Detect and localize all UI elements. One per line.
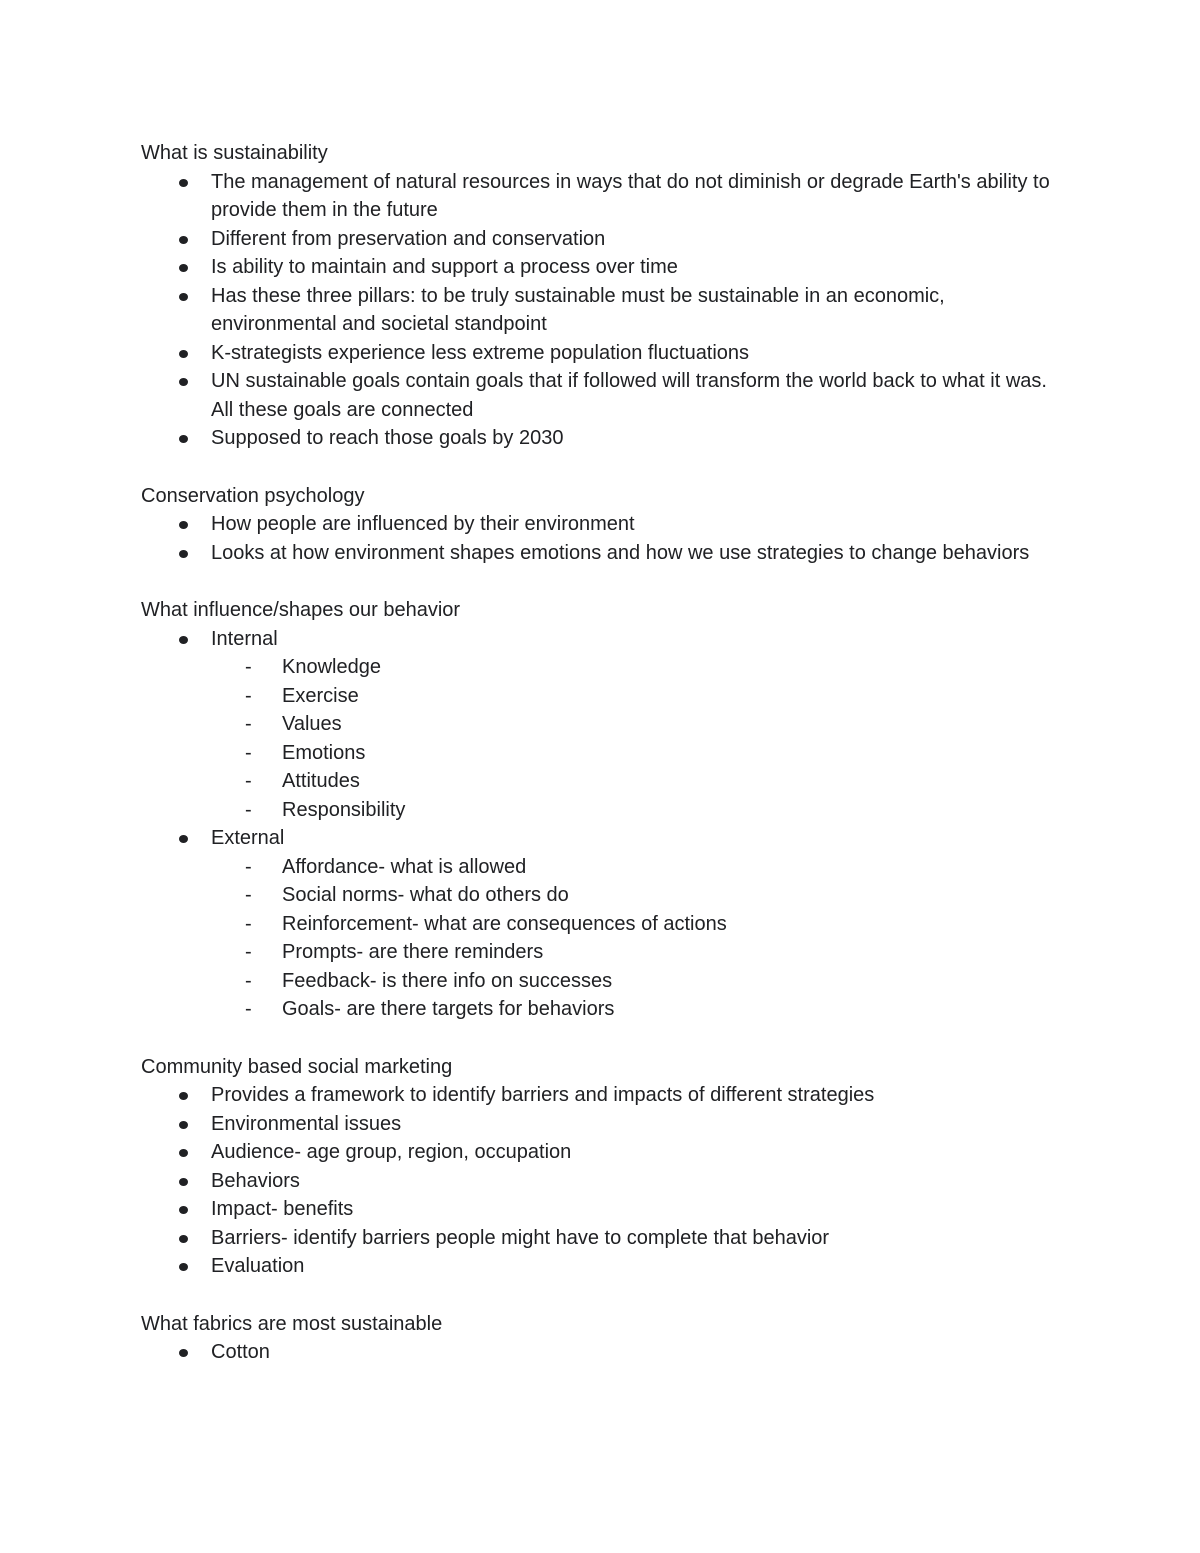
bullet-text: Has these three pillars: to be truly sustainable must be sustainable in an economic, environmental and societal standpoint bbox=[211, 284, 945, 335]
bullet-text: Behaviors bbox=[211, 1169, 300, 1192]
bullet-item bbox=[141, 339, 1061, 368]
sub-item-text: Affordance- what is allowed bbox=[282, 855, 527, 878]
bullet-dot-icon bbox=[179, 521, 188, 529]
bullet-dot-icon bbox=[179, 179, 188, 187]
section-heading: What influence/shapes our behavior bbox=[141, 599, 461, 621]
sub-item-text: Knowledge bbox=[282, 656, 381, 678]
dash-marker: - bbox=[245, 884, 252, 906]
bullet-dot-icon bbox=[179, 550, 188, 558]
bullet-text: Cotton bbox=[211, 1341, 270, 1363]
bullet-dot-icon bbox=[179, 1349, 188, 1357]
bullet-item bbox=[141, 1224, 1061, 1253]
bullet-item bbox=[141, 539, 1061, 568]
section bbox=[141, 1310, 1061, 1367]
bullet-item bbox=[141, 625, 1061, 825]
section bbox=[141, 596, 1061, 1024]
bullet-item bbox=[141, 1252, 1061, 1281]
bullet-dot-icon bbox=[179, 236, 188, 244]
sub-item-text: Emotions bbox=[282, 741, 366, 764]
bullet-item bbox=[141, 424, 1061, 453]
sub-item bbox=[141, 995, 1061, 1024]
bullet-dot-icon bbox=[179, 350, 188, 358]
bullet-text: Impact- benefits bbox=[211, 1198, 354, 1220]
bullet-text: How people are influenced by their environment bbox=[211, 513, 635, 535]
sub-item bbox=[141, 796, 1061, 825]
bullet-dot-icon bbox=[179, 264, 188, 272]
dash-marker: - bbox=[245, 798, 252, 821]
sub-item bbox=[141, 910, 1061, 939]
sub-list bbox=[211, 653, 1061, 824]
bullet-text: UN sustainable goals contain goals that if followed will transform the world back to what it was. All these goals are connected bbox=[211, 370, 1047, 421]
section bbox=[141, 139, 1061, 453]
section bbox=[141, 482, 1061, 568]
bullet-dot-icon bbox=[179, 293, 188, 301]
dash-marker: - bbox=[245, 855, 252, 878]
dash-marker: - bbox=[245, 741, 252, 764]
bullet-text: Audience- age group, region, occupation bbox=[211, 1141, 572, 1163]
bullet-dot-icon bbox=[179, 1235, 188, 1243]
sub-item-text: Prompts- are there reminders bbox=[282, 941, 544, 963]
dash-marker: - bbox=[245, 713, 252, 735]
bullet-text: Is ability to maintain and support a process over time bbox=[211, 256, 678, 278]
bullet-item bbox=[141, 824, 1061, 1024]
bullet-item bbox=[141, 225, 1061, 254]
bullet-item bbox=[141, 1110, 1061, 1139]
sub-item-text: Feedback- is there info on successes bbox=[282, 969, 613, 992]
dash-marker: - bbox=[245, 998, 252, 1020]
dash-marker: - bbox=[245, 684, 252, 707]
bullet-list bbox=[141, 625, 1061, 1024]
sub-item bbox=[141, 881, 1061, 910]
bullet-item bbox=[141, 1338, 1061, 1367]
bullet-dot-icon bbox=[179, 1149, 188, 1157]
section-heading: Conservation psychology bbox=[141, 484, 365, 507]
bullet-text: Environmental issues bbox=[211, 1112, 402, 1135]
bullet-text: Looks at how environment shapes emotions and how we use strategies to change behaviors bbox=[211, 541, 1030, 564]
sub-item-text: Exercise bbox=[282, 684, 359, 707]
bullet-text: Supposed to reach those goals by 2030 bbox=[211, 427, 564, 449]
bullet-text: Different from preservation and conservation bbox=[211, 227, 606, 250]
dash-marker: - bbox=[245, 941, 252, 963]
sub-item bbox=[141, 739, 1061, 768]
section-heading: Community based social marketing bbox=[141, 1055, 453, 1078]
bullet-text: Evaluation bbox=[211, 1255, 305, 1277]
sub-item bbox=[141, 710, 1061, 739]
sub-item bbox=[141, 853, 1061, 882]
document-page bbox=[141, 139, 1061, 1396]
sub-item-text: Values bbox=[282, 713, 342, 735]
bullet-text: Provides a framework to identify barriers and impacts of different strategies bbox=[211, 1084, 875, 1106]
bullet-list bbox=[141, 168, 1061, 453]
bullet-dot-icon bbox=[179, 435, 188, 443]
bullet-text: External bbox=[211, 827, 285, 849]
sub-list bbox=[211, 853, 1061, 1024]
sub-item bbox=[141, 967, 1061, 996]
bullet-dot-icon bbox=[179, 1121, 188, 1129]
sub-item bbox=[141, 938, 1061, 967]
bullet-text: The management of natural resources in ways that do not diminish or degrade Earth's ability to provide them in the future bbox=[211, 170, 1050, 221]
section-heading: What is sustainability bbox=[141, 142, 328, 164]
bullet-item bbox=[141, 1138, 1061, 1167]
bullet-text: K-strategists experience less extreme population fluctuations bbox=[211, 341, 750, 364]
bullet-item bbox=[141, 510, 1061, 539]
bullet-item bbox=[141, 253, 1061, 282]
section-heading: What fabrics are most sustainable bbox=[141, 1312, 443, 1335]
bullet-item bbox=[141, 282, 1061, 339]
dash-marker: - bbox=[245, 912, 252, 935]
dash-marker: - bbox=[245, 770, 252, 792]
bullet-item bbox=[141, 1195, 1061, 1224]
sub-item-text: Social norms- what do others do bbox=[282, 884, 569, 906]
bullet-list bbox=[141, 1338, 1061, 1367]
bullet-dot-icon bbox=[179, 835, 188, 843]
bullet-item bbox=[141, 1167, 1061, 1196]
sub-item bbox=[141, 767, 1061, 796]
sub-item-text: Goals- are there targets for behaviors bbox=[282, 998, 615, 1020]
sub-item-text: Attitudes bbox=[282, 770, 360, 792]
bullet-dot-icon bbox=[179, 378, 188, 386]
sub-item-text: Reinforcement- what are consequences of actions bbox=[282, 912, 727, 935]
bullet-text: Internal bbox=[211, 627, 278, 650]
dash-marker: - bbox=[245, 969, 252, 992]
bullet-list bbox=[141, 1081, 1061, 1281]
bullet-item bbox=[141, 1081, 1061, 1110]
bullet-list bbox=[141, 510, 1061, 567]
section bbox=[141, 1053, 1061, 1281]
dash-marker: - bbox=[245, 656, 252, 678]
bullet-dot-icon bbox=[179, 1092, 188, 1100]
bullet-dot-icon bbox=[179, 1178, 188, 1186]
bullet-text: Barriers- identify barriers people might have to complete that behavior bbox=[211, 1226, 830, 1249]
bullet-dot-icon bbox=[179, 1263, 188, 1271]
sub-item bbox=[141, 653, 1061, 682]
sub-item bbox=[141, 682, 1061, 711]
bullet-dot-icon bbox=[179, 636, 188, 644]
bullet-dot-icon bbox=[179, 1206, 188, 1214]
bullet-item bbox=[141, 367, 1061, 424]
bullet-item bbox=[141, 168, 1061, 225]
sub-item-text: Responsibility bbox=[282, 798, 406, 821]
